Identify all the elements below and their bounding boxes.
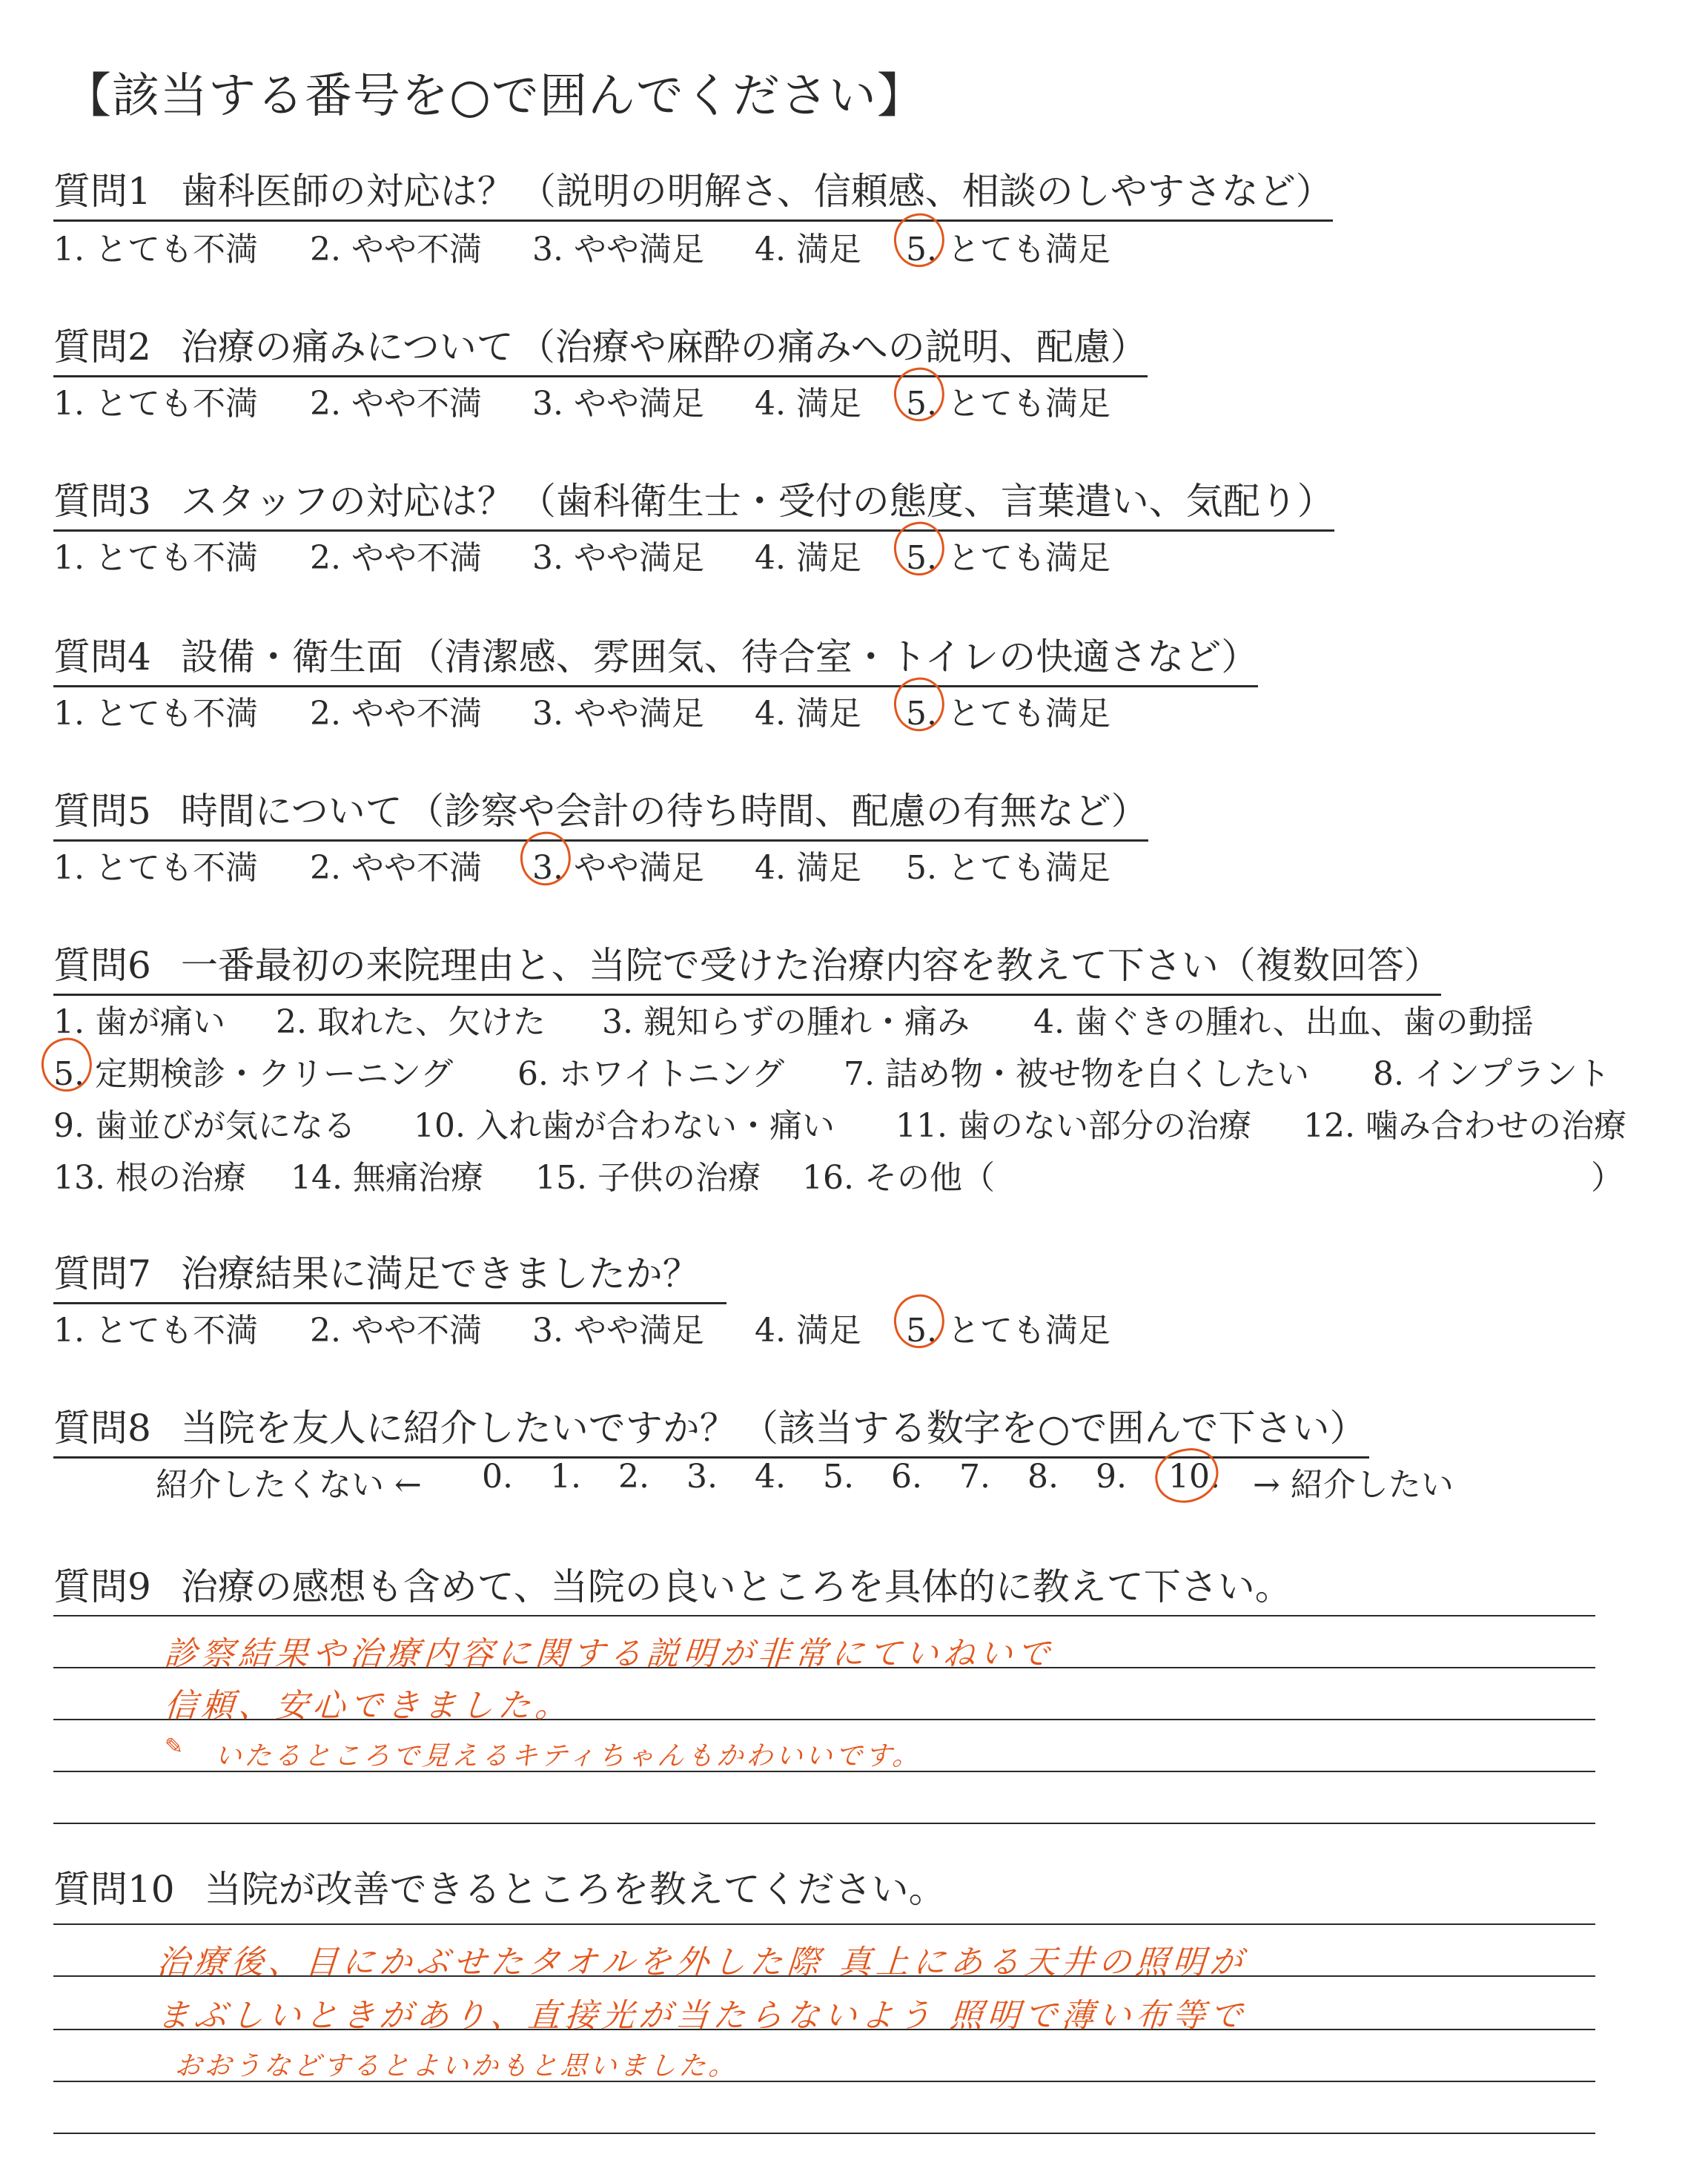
q6-option-15[interactable]: 15. 子供の治療 — [535, 1159, 761, 1197]
q4-option-3[interactable]: 3. やや満足 — [532, 695, 704, 733]
question-8-note: （該当する数字を○で囲んで下さい） — [741, 1407, 1367, 1450]
q9-ruled-line-5 — [53, 1823, 1595, 1824]
q6-other-close-paren: ） — [1591, 1159, 1623, 1197]
q4-option-5-selected[interactable]: 5. とても満足 — [906, 687, 1110, 734]
q3-option-5-selected[interactable]: 5. とても満足 — [906, 531, 1110, 578]
question-6-label: 質問6 — [53, 944, 151, 987]
question-5-text: 時間について — [180, 790, 403, 833]
question-3-text: スタッフの対応は？ — [180, 480, 514, 523]
question-4-label: 質問4 — [53, 635, 151, 678]
scale-1[interactable]: 1. — [550, 1458, 581, 1496]
q9-ruled-line-1 — [53, 1615, 1595, 1616]
q10-answer-line-2[interactable]: まぶしいときがあり、直接光が当たらないよう 照明で薄い布等で — [155, 1997, 1248, 2035]
question-2-note: （治療や麻酔の痛みへの説明、配慮） — [517, 326, 1148, 369]
question-8-label: 質問8 — [53, 1407, 151, 1450]
q6-option-12[interactable]: 12. 噛み合わせの治療 — [1303, 1107, 1626, 1145]
scale-2[interactable]: 2. — [618, 1458, 649, 1496]
question-7-text: 治療結果に満足できましたか？ — [180, 1252, 700, 1295]
q1-option-5-selected[interactable]: 5. とても満足 — [906, 222, 1110, 270]
scale-10-selected[interactable]: 10. — [1168, 1458, 1220, 1496]
q6-option-4[interactable]: 4. 歯ぐきの腫れ、出血、歯の動揺 — [1033, 1003, 1534, 1041]
q10-answer-line-1[interactable]: 治療後、目にかぶせたタオルを外した際 真上にある天井の照明が — [155, 1943, 1248, 1981]
scale-7[interactable]: 7. — [959, 1458, 990, 1496]
q9-answer-line-1[interactable]: 診察結果や治療内容に関する説明が非常にていねいで — [162, 1635, 1056, 1673]
question-6-heading — [53, 936, 1441, 996]
q7-option-4[interactable]: 4. 満足 — [755, 1312, 861, 1350]
question-4-heading — [53, 627, 1258, 687]
question-2-label: 質問2 — [53, 326, 151, 369]
q2-option-1[interactable]: 1. とても不満 — [53, 385, 258, 423]
q4-option-2[interactable]: 2. やや不満 — [310, 695, 482, 733]
q7-option-1[interactable]: 1. とても不満 — [53, 1312, 258, 1350]
q4-option-1[interactable]: 1. とても不満 — [53, 695, 258, 733]
q1-option-2[interactable]: 2. やや不満 — [310, 231, 482, 268]
scale-9[interactable]: 9. — [1096, 1458, 1127, 1496]
question-2-heading — [53, 317, 1148, 377]
q3-option-1[interactable]: 1. とても不満 — [53, 539, 258, 577]
question-5-heading — [53, 782, 1148, 842]
q1-option-3[interactable]: 3. やや満足 — [532, 231, 704, 268]
q6-option-14[interactable]: 14. 無痛治療 — [291, 1159, 483, 1197]
question-9-heading — [53, 1557, 1292, 1611]
q5-option-5[interactable]: 5. とても満足 — [906, 849, 1110, 887]
page-title: 【該当する番号を○で囲んでください】 — [64, 69, 925, 124]
q7-option-5-selected[interactable]: 5. とても満足 — [906, 1304, 1110, 1351]
question-9-label: 質問9 — [53, 1565, 151, 1608]
question-10-label: 質問10 — [53, 1868, 175, 1911]
q1-option-4[interactable]: 4. 満足 — [755, 231, 861, 268]
q5-option-2[interactable]: 2. やや不満 — [310, 849, 482, 887]
question-9-text: 治療の感想も含めて、当院の良いところを具体的に教えて下さい。 — [180, 1565, 1292, 1608]
q5-option-1[interactable]: 1. とても不満 — [53, 849, 258, 887]
q6-option-2[interactable]: 2. 取れた、欠けた — [276, 1003, 546, 1041]
q5-option-4[interactable]: 4. 満足 — [755, 849, 861, 887]
question-8-heading — [53, 1398, 1369, 1459]
q10-answer-line-3[interactable]: おおうなどするとよいかもと思いました。 — [173, 2051, 740, 2081]
scale-8[interactable]: 8. — [1027, 1458, 1059, 1496]
q9-answer-line-3[interactable]: いたるところで見えるキティちゃんもかわいいです。 — [214, 1741, 924, 1771]
question-3-heading — [53, 472, 1334, 532]
question-8-text: 当院を友人に紹介したいですか？ — [180, 1407, 737, 1450]
q6-option-6[interactable]: 6. ホワイトニング — [517, 1055, 785, 1093]
question-6-text: 一番最初の来院理由と、当院で受けた治療内容を教えて下さい（複数回答） — [180, 944, 1441, 987]
question-1-label: 質問1 — [53, 170, 151, 213]
question-1-text: 歯科医師の対応は？ — [180, 170, 514, 213]
q2-option-2[interactable]: 2. やや不満 — [310, 385, 482, 423]
q5-option-3-selected[interactable]: 3. やや満足 — [532, 841, 704, 888]
question-4-text: 設備・衛生面 — [180, 635, 403, 678]
q6-option-3[interactable]: 3. 親知らずの腫れ・痛み — [602, 1003, 970, 1041]
question-7-label: 質問7 — [53, 1252, 151, 1295]
pen-mark-icon: ✎ — [165, 1734, 184, 1760]
q2-option-4[interactable]: 4. 満足 — [755, 385, 861, 423]
question-1-note: （説明の明解さ、信頼感、相談のしやすさなど） — [518, 170, 1333, 213]
q2-option-3[interactable]: 3. やや満足 — [532, 385, 704, 423]
scale-3[interactable]: 3. — [686, 1458, 718, 1496]
scale-0[interactable]: 0. — [482, 1458, 513, 1496]
scale-left-label: 紹介したくない ← — [156, 1466, 422, 1504]
scale-4[interactable]: 4. — [755, 1458, 786, 1496]
scale-6[interactable]: 6. — [891, 1458, 922, 1496]
q10-ruled-line-1 — [53, 1923, 1595, 1925]
q6-option-11[interactable]: 11. 歯のない部分の治療 — [896, 1107, 1251, 1145]
q1-option-1[interactable]: 1. とても不満 — [53, 231, 258, 268]
q3-option-3[interactable]: 3. やや満足 — [532, 539, 704, 577]
question-5-note: （診察や会計の待ち時間、配慮の有無など） — [406, 790, 1148, 833]
q6-option-16-other[interactable]: 16. その他（ — [802, 1159, 995, 1197]
scale-right-label: → 紹介したい — [1253, 1466, 1454, 1504]
q6-option-5-selected[interactable]: 5. 定期検診・クリーニング — [53, 1047, 453, 1094]
question-4-note: （清潔感、雰囲気、待合室・トイレの快適さなど） — [407, 635, 1259, 678]
q7-option-2[interactable]: 2. やや不満 — [310, 1312, 482, 1350]
q3-option-2[interactable]: 2. やや不満 — [310, 539, 482, 577]
q9-answer-line-2[interactable]: 信頼、安心できました。 — [162, 1687, 574, 1725]
q6-option-1[interactable]: 1. 歯が痛い — [53, 1003, 225, 1041]
q3-option-4[interactable]: 4. 満足 — [755, 539, 861, 577]
question-1-heading — [53, 162, 1333, 222]
q7-option-3[interactable]: 3. やや満足 — [532, 1312, 704, 1350]
q6-option-7[interactable]: 7. 詰め物・被せ物を白くしたい — [844, 1055, 1309, 1093]
question-10-heading — [53, 1860, 946, 1913]
q6-option-9[interactable]: 9. 歯並びが気になる — [53, 1107, 356, 1145]
question-3-note: （歯科衛生士・受付の態度、言葉遣い、気配り） — [518, 480, 1334, 523]
question-10-text: 当院が改善できるところを教えてください。 — [204, 1868, 946, 1911]
question-2-text: 治療の痛みについて — [180, 326, 514, 369]
question-3-label: 質問3 — [53, 480, 151, 523]
scale-5[interactable]: 5. — [823, 1458, 854, 1496]
question-7-heading — [53, 1244, 726, 1304]
q6-option-8[interactable]: 8. インプラント — [1373, 1055, 1610, 1093]
q6-option-10[interactable]: 10. 入れ歯が合わない・痛い — [414, 1107, 835, 1145]
q6-option-13[interactable]: 13. 根の治療 — [53, 1159, 246, 1197]
q2-option-5-selected[interactable]: 5. とても満足 — [906, 377, 1110, 424]
question-5-label: 質問5 — [53, 790, 151, 833]
q4-option-4[interactable]: 4. 満足 — [755, 695, 861, 733]
q10-ruled-line-5 — [53, 2133, 1595, 2134]
